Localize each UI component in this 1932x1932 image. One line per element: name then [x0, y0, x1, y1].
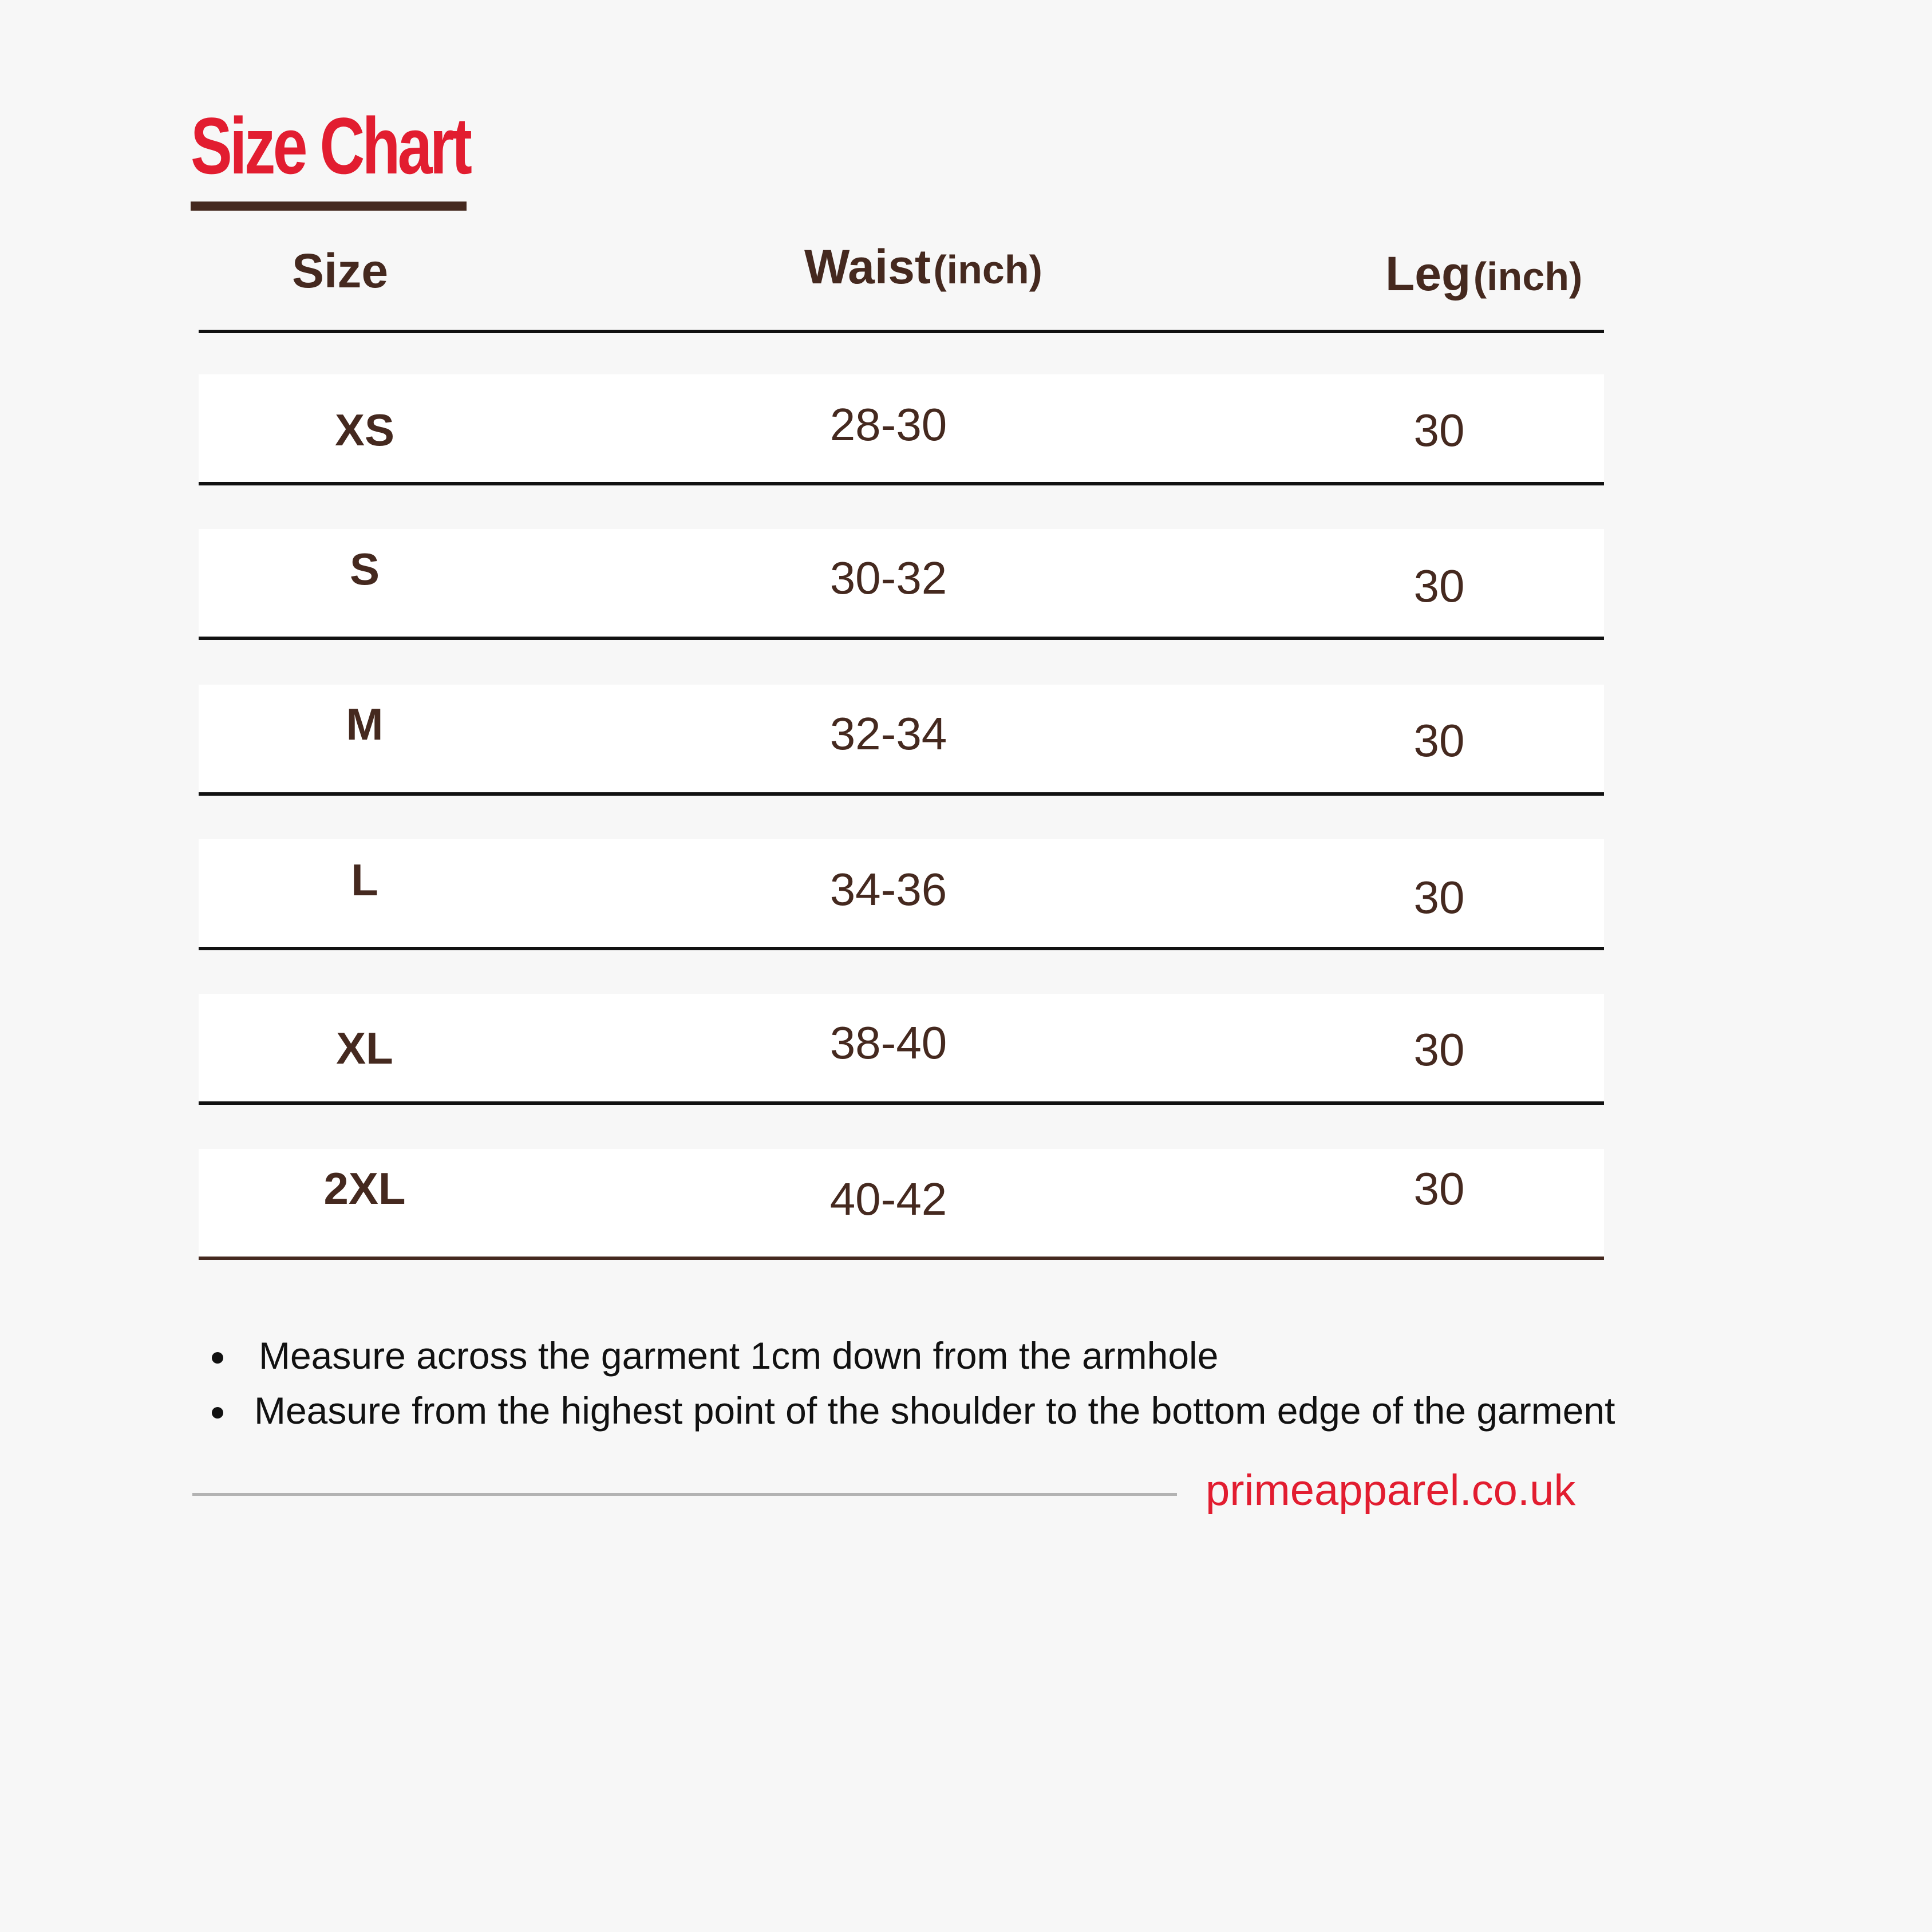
size-cell: L: [351, 855, 378, 905]
size-cell: XS: [334, 405, 395, 455]
size-cell: S: [349, 544, 380, 594]
header-leg-unit: (inch): [1473, 254, 1583, 299]
bullet-icon: [212, 1407, 223, 1419]
leg-cell: 30: [1413, 560, 1465, 611]
waist-cell: 40-42: [829, 1174, 947, 1224]
table-row: [199, 374, 1604, 482]
waist-cell: 32-34: [829, 708, 947, 759]
row-divider: [199, 947, 1604, 950]
row-divider: [199, 1257, 1604, 1260]
waist-cell: 30-32: [829, 552, 947, 603]
table-row: [199, 529, 1604, 637]
leg-cell: 30: [1413, 715, 1465, 766]
waist-cell: 38-40: [829, 1017, 947, 1068]
size-cell: 2XL: [323, 1163, 406, 1214]
table-row: [199, 839, 1604, 947]
footer-divider: [192, 1493, 1177, 1496]
row-divider: [199, 1101, 1604, 1105]
header-divider: [199, 330, 1604, 333]
waist-cell: 28-30: [829, 399, 947, 450]
leg-cell: 30: [1413, 872, 1465, 923]
header-waist: [804, 239, 1042, 295]
header-size: Size: [292, 244, 389, 298]
leg-cell: 30: [1413, 1024, 1465, 1075]
leg-cell: 30: [1413, 1163, 1465, 1214]
note-text: Measure from the highest point of the shoulder to the bottom edge of the garment: [254, 1389, 1615, 1432]
table-row: [199, 994, 1604, 1101]
header-waist-unit: (inch): [933, 247, 1042, 292]
header-waist-label: Waist: [804, 240, 931, 294]
size-cell: M: [346, 699, 384, 749]
bullet-icon: [212, 1352, 223, 1364]
website-link[interactable]: primeapparel.co.uk: [1206, 1466, 1576, 1515]
header-leg-label: Leg: [1385, 247, 1471, 301]
note-text: Measure across the garment 1cm down from the armhole: [259, 1334, 1219, 1377]
row-divider: [199, 792, 1604, 796]
waist-cell: 34-36: [829, 864, 947, 915]
row-divider: [199, 637, 1604, 640]
row-divider: [199, 482, 1604, 485]
size-cell: XL: [336, 1023, 393, 1073]
header-leg: [1385, 246, 1582, 302]
table-row: [199, 1149, 1604, 1257]
title-underline: [191, 202, 467, 211]
table-row: [199, 685, 1604, 792]
leg-cell: 30: [1413, 405, 1465, 456]
page-title: Size Chart: [191, 101, 470, 191]
